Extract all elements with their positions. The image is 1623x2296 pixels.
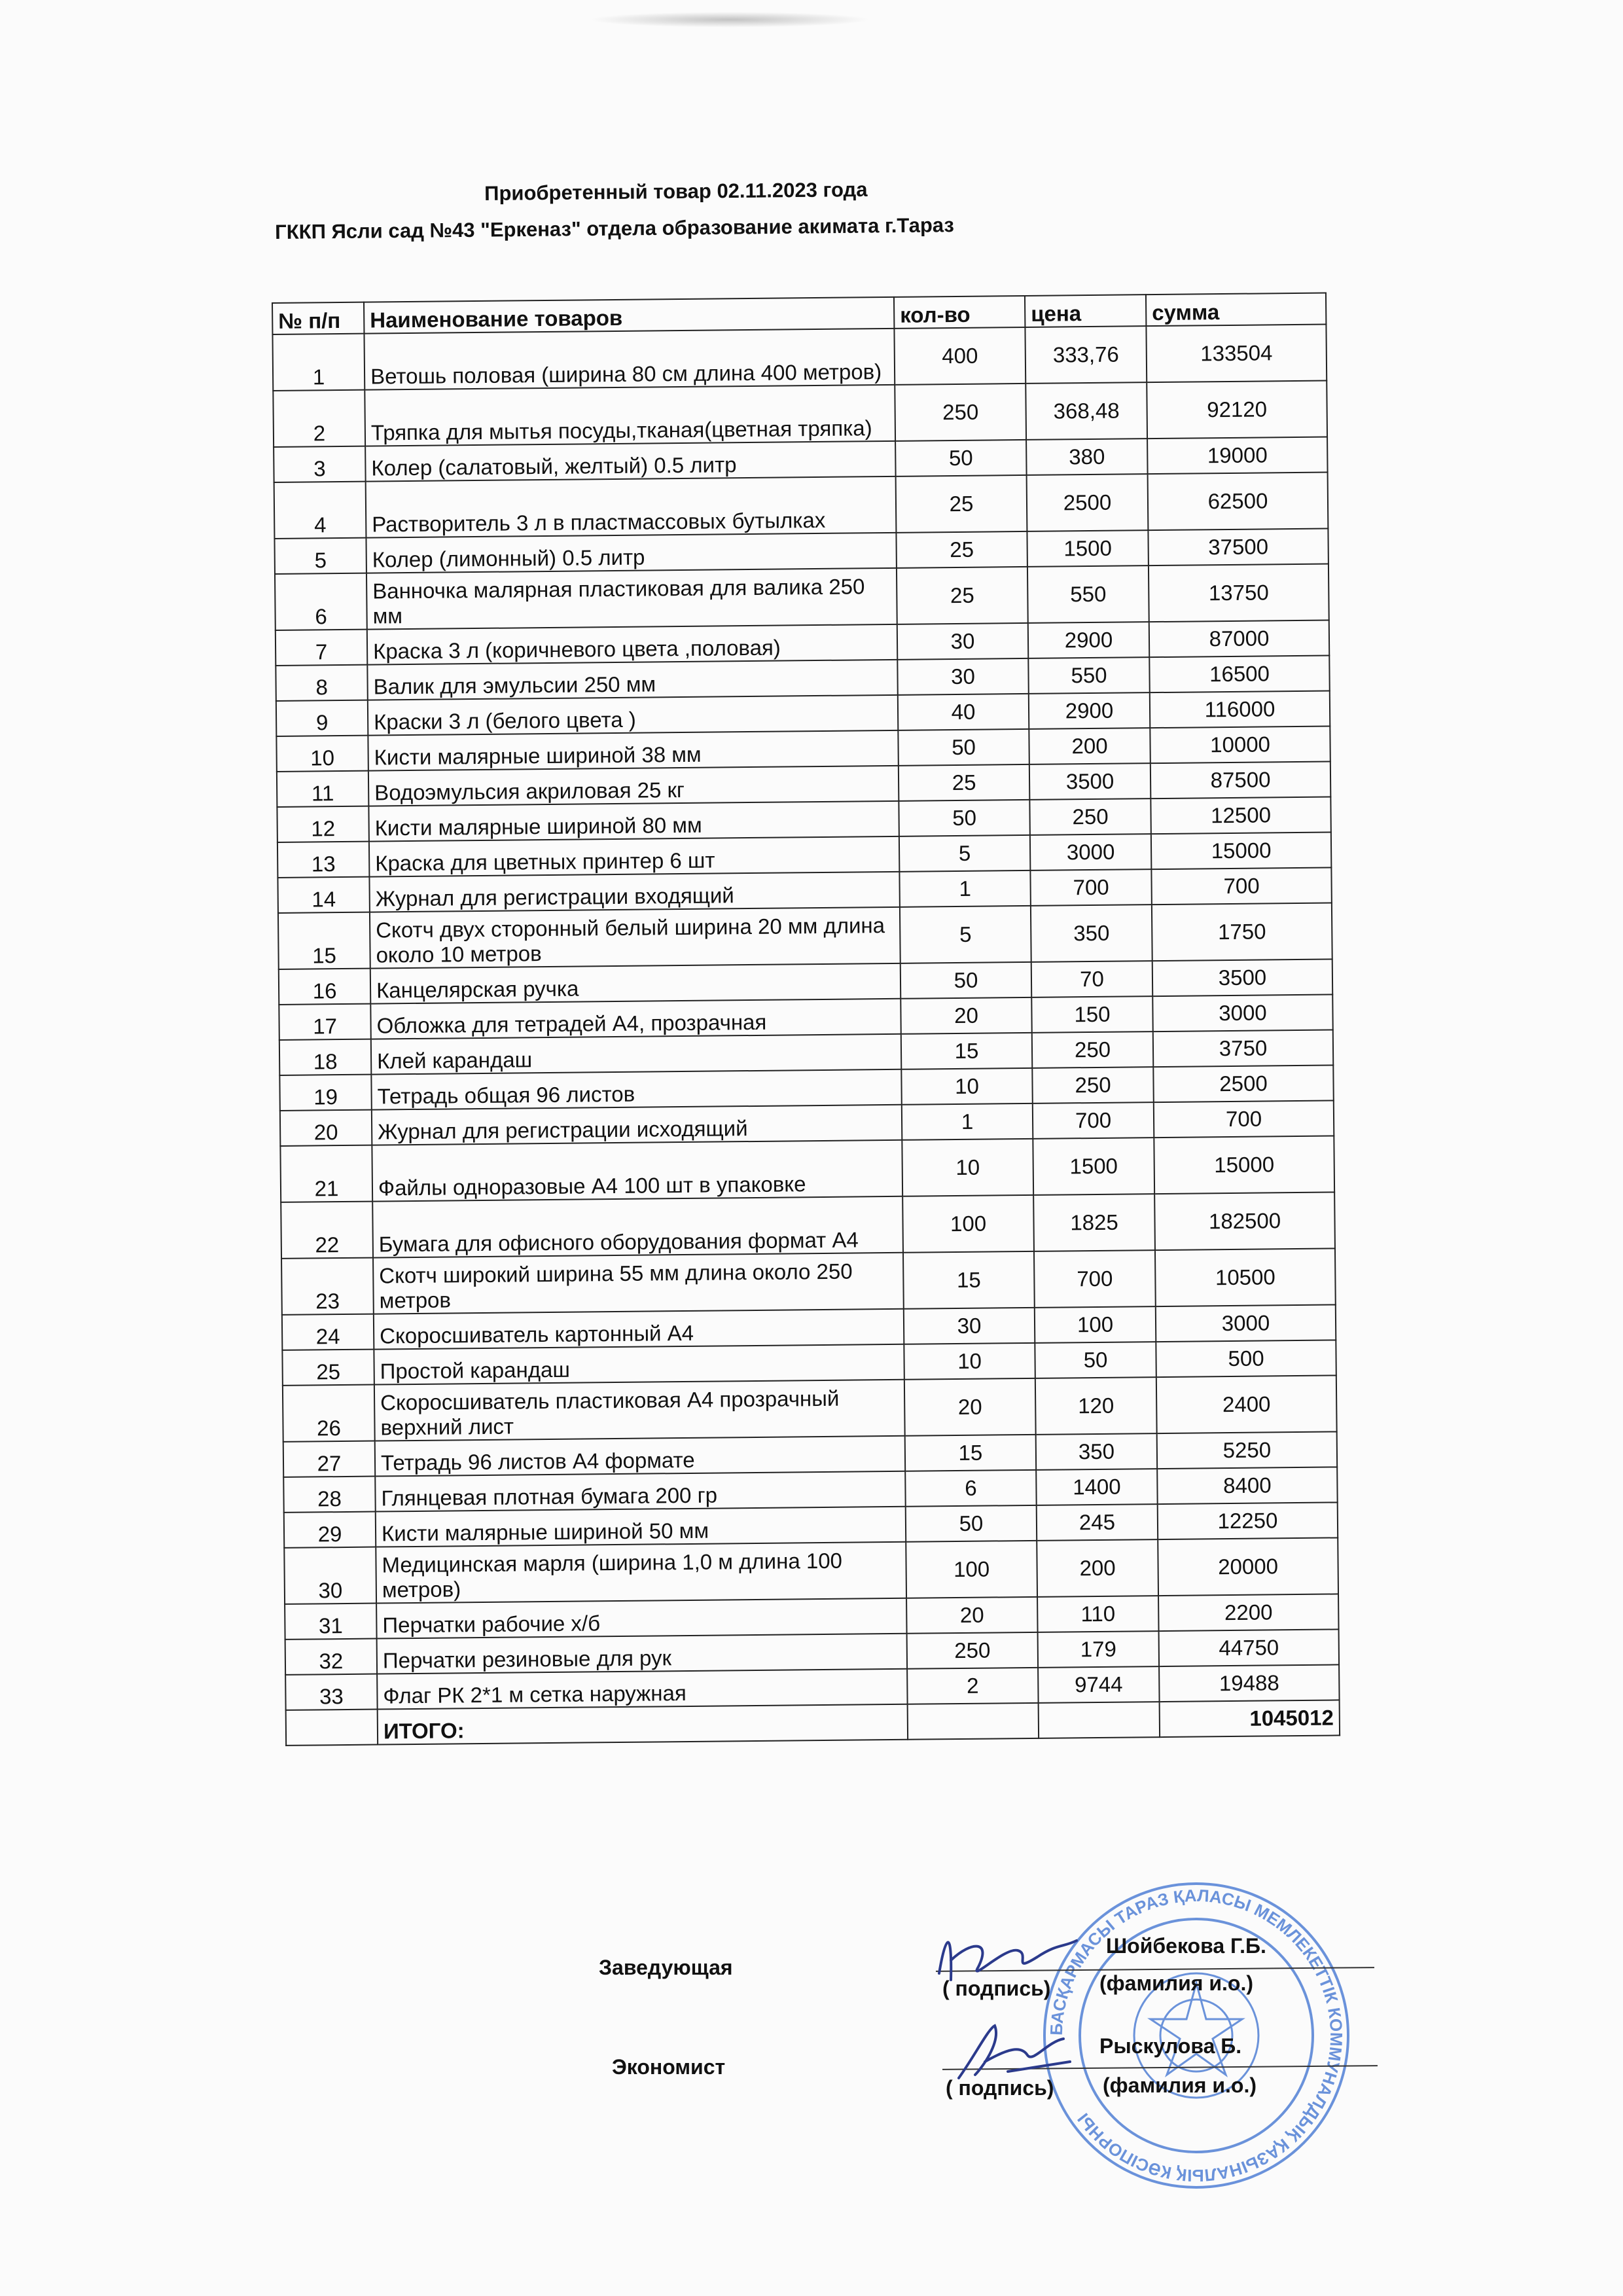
- economist-name-caption: (фамилия и.о.): [1103, 2073, 1257, 2097]
- row-item-name: Файлы одноразовые А4 100 шт в упаковке: [372, 1140, 902, 1202]
- head-name-caption: (фамилия и.о.): [1099, 1971, 1254, 1995]
- row-number: 21: [280, 1145, 372, 1202]
- row-quantity: 25: [896, 531, 1027, 568]
- row-quantity: 400: [894, 327, 1026, 385]
- row-quantity: 15: [901, 1033, 1033, 1069]
- row-quantity: 50: [901, 962, 1032, 999]
- table-body: [272, 325, 1339, 1710]
- header-sum: сумма: [1146, 293, 1326, 327]
- table-row: [274, 473, 1329, 539]
- row-number: 18: [279, 1039, 372, 1075]
- row-price: 2900: [1029, 692, 1150, 729]
- row-price: 350: [1036, 1433, 1158, 1470]
- row-number: 31: [285, 1604, 377, 1640]
- row-quantity: 1: [899, 870, 1031, 907]
- row-number: 19: [279, 1075, 372, 1111]
- table-row: [284, 1537, 1338, 1604]
- row-item-name: Растворитель 3 л в пластмассовых бутылках: [366, 476, 897, 538]
- row-sum: 3000: [1152, 994, 1333, 1031]
- row-sum: 133504: [1146, 325, 1327, 383]
- row-sum: 19488: [1159, 1664, 1340, 1702]
- header-number: № п/п: [272, 302, 364, 334]
- row-number: 10: [276, 736, 368, 772]
- row-number: 26: [283, 1385, 375, 1442]
- row-quantity: 40: [898, 694, 1029, 730]
- row-price: 200: [1029, 728, 1150, 764]
- row-price: 700: [1033, 1102, 1154, 1139]
- row-number: 1: [272, 334, 365, 391]
- row-number: 15: [278, 912, 370, 969]
- row-number: 11: [277, 771, 369, 807]
- row-sum: 10500: [1155, 1248, 1336, 1306]
- row-number: 32: [285, 1639, 378, 1675]
- row-quantity: 25: [896, 475, 1027, 533]
- row-number: 30: [284, 1547, 376, 1604]
- row-price: 50: [1035, 1342, 1156, 1378]
- row-price: 550: [1027, 565, 1149, 623]
- table-row: [272, 325, 1327, 391]
- row-quantity: 20: [904, 1378, 1036, 1436]
- row-item-name: Краска для цветных принтер 6 шт: [369, 836, 899, 877]
- row-price: 100: [1035, 1306, 1156, 1343]
- row-number: 29: [284, 1512, 376, 1548]
- row-sum: 3000: [1156, 1304, 1336, 1342]
- table-row: [281, 1248, 1336, 1314]
- row-number: 12: [277, 806, 369, 842]
- row-number: 23: [281, 1258, 374, 1315]
- row-sum: 16500: [1149, 656, 1330, 693]
- document-title: Приобретенный товар 02.11.2023 года: [484, 177, 868, 205]
- row-price: 200: [1037, 1539, 1158, 1597]
- row-sum: 3750: [1153, 1030, 1334, 1067]
- row-price: 700: [1034, 1250, 1156, 1308]
- row-price: 250: [1032, 1067, 1154, 1103]
- row-quantity: 20: [901, 997, 1032, 1034]
- row-number: 3: [274, 446, 366, 482]
- row-item-name: Тряпка для мытья посуды,тканая(цветная тряпка): [365, 385, 895, 446]
- row-quantity: 2: [907, 1668, 1039, 1704]
- row-number: 13: [277, 842, 370, 878]
- row-sum: 87000: [1149, 620, 1330, 658]
- row-sum: 12500: [1150, 797, 1331, 834]
- row-sum: 13750: [1149, 564, 1329, 622]
- scan-smudge: [589, 12, 870, 27]
- row-item-name: Колер (лимонный) 0.5 литр: [366, 533, 896, 573]
- row-number: 14: [277, 877, 370, 913]
- row-item-name: Глянцевая плотная бумага 200 гр: [375, 1471, 905, 1512]
- row-price: 2500: [1027, 474, 1149, 531]
- row-quantity: 25: [897, 567, 1028, 624]
- row-number: 17: [279, 1004, 371, 1040]
- document-subtitle: ГККП Ясли сад №43 "Еркеназ" отдела образование акимата г.Тараз: [275, 213, 954, 243]
- row-quantity: 1: [902, 1103, 1033, 1140]
- row-sum: 2400: [1156, 1375, 1337, 1433]
- row-number: 5: [274, 538, 366, 574]
- row-quantity: 25: [899, 764, 1030, 801]
- row-sum: 44750: [1159, 1629, 1340, 1666]
- goods-table: [272, 293, 1340, 1746]
- row-sum: 62500: [1148, 473, 1329, 531]
- row-item-name: Водоэмульсия акриловая 25 кг: [368, 766, 899, 806]
- row-price: 368,48: [1026, 382, 1147, 440]
- row-number: 25: [282, 1350, 374, 1386]
- row-price: 1500: [1027, 530, 1149, 567]
- row-price: 3500: [1029, 763, 1151, 800]
- row-item-name: Обложка для тетрадей А4, прозрачная: [370, 999, 901, 1039]
- row-sum: 700: [1151, 867, 1332, 905]
- head-sign-caption: ( подпись): [942, 1977, 1051, 2000]
- head-name: Шойбекова Г.Б.: [1106, 1934, 1266, 1958]
- economist-sign-caption: ( подпись): [946, 2076, 1054, 2100]
- row-item-name: Журнал для регистрации исходящий: [372, 1105, 902, 1145]
- row-item-name: Тетрадь общая 96 листов: [371, 1069, 901, 1110]
- economist-name: Рыскулова Б.: [1099, 2034, 1242, 2058]
- row-price: 2900: [1028, 622, 1150, 658]
- row-quantity: 50: [906, 1505, 1037, 1542]
- total-empty-cell: [286, 1710, 378, 1746]
- row-number: 27: [283, 1441, 376, 1477]
- row-number: 22: [281, 1202, 373, 1259]
- row-quantity: 250: [907, 1632, 1039, 1669]
- row-quantity: 50: [895, 440, 1027, 476]
- row-price: 120: [1035, 1377, 1157, 1435]
- row-quantity: 10: [902, 1139, 1033, 1196]
- row-item-name: Журнал для регистрации входящий: [369, 872, 899, 912]
- row-price: 245: [1037, 1504, 1158, 1541]
- row-item-name: Краска 3 л (коричневого цвета ,половая): [367, 624, 897, 665]
- row-item-name: Кисти малярные шириной 80 мм: [368, 801, 899, 842]
- row-sum: 10000: [1150, 726, 1330, 764]
- row-item-name: Перчатки рабочие х/б: [376, 1598, 906, 1639]
- total-sum: 1045012: [1160, 1700, 1340, 1737]
- row-price: 9744: [1038, 1666, 1160, 1703]
- row-item-name: Краски 3 л (белого цвета ): [368, 695, 898, 736]
- row-quantity: 5: [899, 835, 1031, 872]
- row-item-name: Скоросшиватель картонный А4: [374, 1309, 904, 1350]
- row-price: 110: [1037, 1596, 1159, 1632]
- row-item-name: Скоросшиватель пластиковая А4 прозрачный верхний лист: [374, 1380, 905, 1441]
- row-price: 1825: [1033, 1194, 1155, 1251]
- row-number: 7: [276, 630, 368, 666]
- row-item-name: Скотч широкий ширина 55 мм длина около 250 метров: [373, 1253, 904, 1314]
- row-number: 6: [275, 573, 367, 630]
- table-row: [281, 1192, 1335, 1258]
- row-price: 70: [1031, 961, 1153, 997]
- row-sum: 37500: [1148, 529, 1329, 566]
- row-number: 24: [282, 1314, 374, 1350]
- row-item-name: Кисти малярные шириной 50 мм: [376, 1507, 906, 1547]
- row-price: 250: [1029, 798, 1151, 835]
- row-item-name: Простой карандаш: [374, 1344, 904, 1385]
- row-sum: 500: [1156, 1340, 1336, 1377]
- row-item-name: Ванночка малярная пластиковая для валика 250 мм: [366, 568, 897, 630]
- row-quantity: 100: [902, 1195, 1034, 1253]
- row-sum: 19000: [1147, 437, 1328, 475]
- row-item-name: Канцелярская ручка: [370, 963, 901, 1004]
- row-quantity: 10: [901, 1068, 1033, 1105]
- header-name: Наименование товаров: [364, 297, 894, 334]
- header-price: цена: [1025, 295, 1146, 327]
- row-quantity: 15: [903, 1251, 1035, 1309]
- row-price: 1500: [1033, 1138, 1154, 1195]
- row-item-name: Валик для эмульсии 250 мм: [367, 660, 897, 700]
- total-label: ИТОГО:: [378, 1704, 908, 1745]
- row-number: 33: [285, 1674, 378, 1710]
- row-sum: 8400: [1157, 1467, 1338, 1504]
- row-price: 179: [1038, 1631, 1160, 1668]
- row-sum: 5250: [1157, 1431, 1338, 1469]
- row-number: 20: [280, 1110, 372, 1146]
- row-quantity: 30: [897, 658, 1029, 695]
- row-sum: 15000: [1151, 832, 1332, 869]
- row-sum: 15000: [1154, 1136, 1334, 1194]
- table-row: [280, 1136, 1334, 1202]
- row-item-name: Бумага для офисного оборудования формат А4: [372, 1196, 903, 1258]
- total-empty-cell: [1039, 1702, 1160, 1738]
- row-item-name: Перчатки резиновые для рук: [377, 1634, 907, 1674]
- stamp-emblem-star: [1150, 1983, 1242, 2075]
- row-sum: 20000: [1158, 1537, 1338, 1596]
- row-item-name: Клей карандаш: [371, 1034, 901, 1075]
- row-number: 9: [276, 700, 368, 736]
- stamp-text-path: БАСҚАРМАСЫ ТАРАЗ ҚАЛАСЫ МЕМЛЕКЕТТІК КОММУНАЛДЫҚ ҚАЗЫНАЛЫҚ КӘСІПОРНЫ: [1046, 1885, 1347, 2186]
- row-price: 250: [1032, 1031, 1154, 1068]
- row-quantity: 50: [898, 729, 1029, 766]
- economist-role-label: Экономист: [612, 2055, 726, 2079]
- row-quantity: 100: [906, 1541, 1037, 1598]
- row-number: 28: [283, 1477, 376, 1513]
- row-sum: 182500: [1154, 1192, 1335, 1250]
- row-item-name: Колер (салатовый, желтый) 0.5 литр: [365, 441, 895, 482]
- row-sum: 92120: [1147, 381, 1327, 439]
- row-quantity: 20: [906, 1597, 1038, 1634]
- row-quantity: 15: [905, 1435, 1037, 1471]
- row-price: 1400: [1036, 1469, 1158, 1505]
- row-sum: 700: [1154, 1100, 1334, 1138]
- row-price: 700: [1030, 869, 1152, 906]
- row-price: 150: [1031, 996, 1153, 1033]
- table-row: [273, 381, 1327, 447]
- table-row: [275, 564, 1329, 630]
- row-number: 8: [276, 665, 368, 701]
- header-qty: кол-во: [894, 296, 1025, 329]
- row-number: 16: [279, 969, 371, 1005]
- row-item-name: Тетрадь 96 листов А4 формате: [375, 1436, 905, 1477]
- row-quantity: 50: [899, 800, 1030, 836]
- row-sum: 12250: [1158, 1502, 1338, 1539]
- row-sum: 116000: [1150, 691, 1330, 728]
- row-quantity: 250: [895, 384, 1026, 441]
- row-item-name: Кисти малярные шириной 38 мм: [368, 730, 898, 771]
- row-price: 3000: [1030, 834, 1152, 870]
- row-item-name: Ветошь половая (ширина 80 см длина 400 метров): [364, 329, 895, 390]
- goods-table-container: [272, 293, 1339, 1746]
- row-price: 350: [1031, 905, 1152, 962]
- row-number: 4: [274, 482, 366, 539]
- row-quantity: 30: [904, 1308, 1035, 1344]
- row-item-name: Флаг РК 2*1 м сетка наружная: [377, 1669, 907, 1710]
- row-sum: 2500: [1153, 1065, 1334, 1102]
- row-quantity: 30: [897, 623, 1029, 660]
- row-quantity: 5: [900, 906, 1031, 963]
- row-item-name: Скотч двух сторонный белый ширина 20 мм длина около 10 метров: [370, 907, 901, 969]
- table-row: [278, 903, 1332, 969]
- row-item-name: Медицинская марля (ширина 1,0 м длина 100 метров): [376, 1542, 906, 1604]
- row-sum: 3500: [1152, 959, 1333, 996]
- row-sum: 87500: [1150, 762, 1331, 799]
- table-row: [283, 1375, 1337, 1441]
- row-sum: 2200: [1158, 1594, 1339, 1631]
- row-quantity: 10: [904, 1343, 1035, 1380]
- row-sum: 1750: [1152, 903, 1332, 961]
- row-price: 550: [1028, 657, 1150, 694]
- row-number: 2: [273, 390, 365, 447]
- row-price: 380: [1026, 439, 1148, 475]
- row-quantity: 6: [905, 1470, 1037, 1507]
- head-role-label: Заведующая: [599, 1956, 733, 1979]
- total-empty-cell: [908, 1703, 1039, 1740]
- row-price: 333,76: [1025, 326, 1147, 384]
